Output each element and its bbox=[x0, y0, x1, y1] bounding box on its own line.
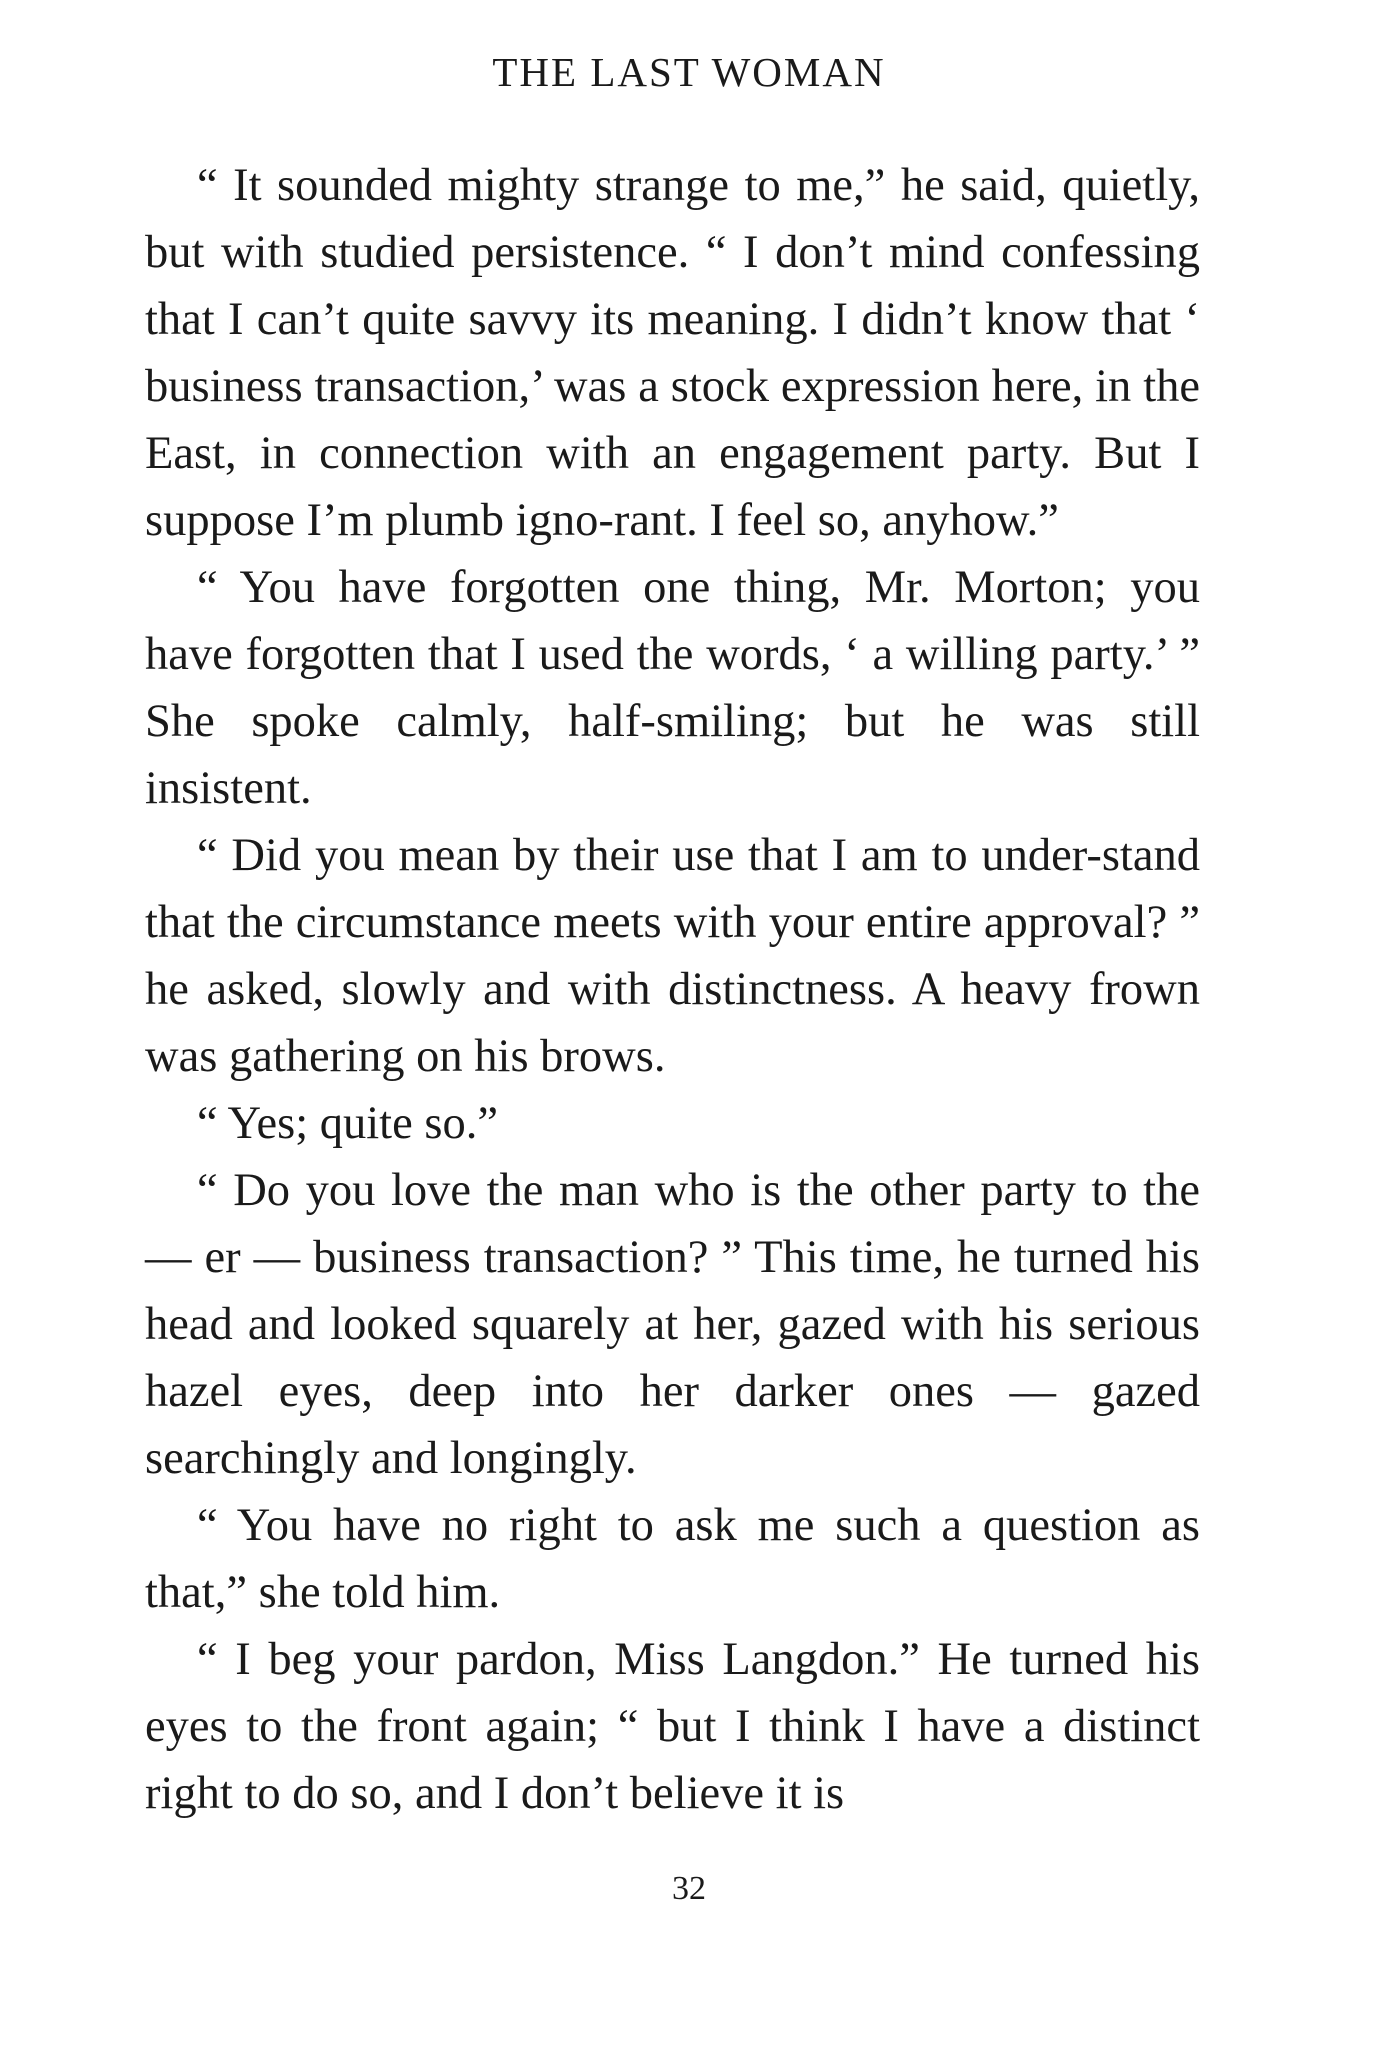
paragraph-6: “ You have no right to ask me such a question as that,” she told him. bbox=[145, 1500, 1200, 1618]
paragraph-4: “ Yes; quite so.” bbox=[197, 1098, 498, 1149]
paragraph-5: “ Do you love the man who is the other party to the — er — business transaction? ” This time, he turned his head and looked squarely at her, gazed with his serious hazel eyes, deep into her darker ones — gazed searchingly and longingly. bbox=[145, 1165, 1200, 1484]
paragraph-2: “ You have forgotten one thing, Mr. Morton; you have forgotten that I used the words, ‘ a willing party.’ ” She spoke calmly, half-smiling; but he was still insistent. bbox=[145, 562, 1200, 814]
paragraph-3: “ Did you mean by their use that I am to under-stand that the circumstance meets with your entire approval? ” he asked, slowly and with distinctness. A heavy frown was gathering on his brows. bbox=[145, 830, 1200, 1082]
body-text bbox=[145, 152, 1200, 1827]
page-number: 32 bbox=[672, 1870, 706, 1907]
paragraph-1: “ It sounded mighty strange to me,” he said, quietly, but with studied persistence. “ I don’t mind confessing that I can’t quite savvy its meaning. I didn’t know that ‘ business transaction,’ was a stock expression here, in the East, in connection with an engagement party. But I suppose I’m plumb igno-rant. I feel so, anyhow.” bbox=[145, 160, 1200, 546]
running-head: THE LAST WOMAN bbox=[492, 49, 886, 95]
paragraph-7: “ I beg your pardon, Miss Langdon.” He turned his eyes to the front again; “ but I think I have a distinct right to do so, and I don’t believe it is bbox=[145, 1634, 1200, 1819]
